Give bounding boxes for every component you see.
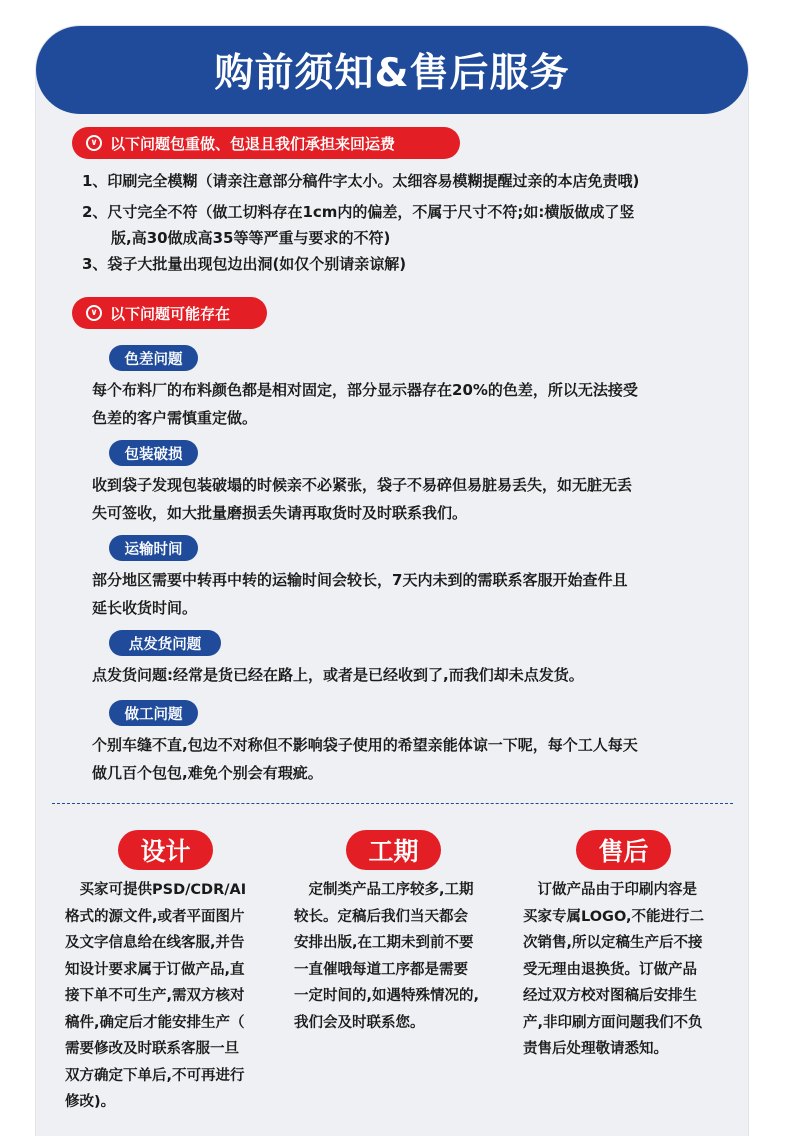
schedule-column (294, 877, 479, 1036)
design-title: 设计 (118, 830, 213, 870)
column-line: 格式的源文件,或者平面图片 (65, 908, 245, 925)
after-sales-title: 售后 (576, 830, 671, 870)
issue-text: 点发货问题:经常是货已经在路上，或者是已经收到了,而我们却未点发货。 (92, 666, 584, 684)
column-line: 买家专属LOGO,不能进行二 (523, 908, 704, 925)
tag-package-damage: 包装破损 (109, 440, 198, 466)
issue-text: 每个布料厂的布料颜色都是相对固定，部分显示器存在20%的色差，所以无法接受 (92, 381, 638, 399)
column-line: 修改)。 (65, 1094, 116, 1110)
column-line: 接下单不可生产,需双方核对 (65, 988, 245, 1004)
tag-shipping-time: 运输时间 (109, 535, 198, 561)
dashed-divider (52, 803, 733, 804)
section-label-text: 以下问题包重做、包退且我们承担来回运费 (110, 134, 396, 153)
column-line: 较长。定稿后我们当天都会 (294, 908, 468, 925)
column-line: 一直催哦每道工序都是需要 (294, 961, 468, 978)
column-line: 我们会及时联系您。 (294, 1014, 425, 1031)
redo-item-2: 2、尺寸完全不符（做工切料存在1cm内的偏差，不属于尺寸不符;如:横版做成了竖 (82, 203, 635, 221)
column-line: 次销售,所以定稿生产后不接 (523, 935, 703, 951)
after-sales-column (523, 877, 704, 1063)
column-line: 及文字信息给在线客服,并告 (65, 935, 245, 951)
issue-text: 延长收货时间。 (92, 599, 198, 617)
column-line: 产,非印刷方面问题我们不负 (523, 1014, 703, 1031)
column-line: 稿件,确定后才能安排生产（ (65, 1014, 245, 1031)
column-line: 责售后处理敬请悉知。 (523, 1041, 668, 1057)
issue-text: 失可签收，如大批量磨损丢失请再取货时及时联系我们。 (92, 504, 468, 522)
section-possible-issues-label (72, 297, 267, 329)
redo-item-2-cont: 版,高30做成高35等等严重与要求的不符) (111, 229, 391, 247)
column-line: 一定时间的,如遇特殊情况的, (294, 988, 480, 1004)
page-title: 购前须知&售后服务 (214, 51, 570, 96)
column-line: 买家可提供PSD/CDR/AI (65, 882, 247, 898)
issue-text: 个别车缝不直,包边不对称但不影响袋子使用的希望亲能体谅一下呢，每个工人每天 (92, 736, 638, 754)
tag-color-difference: 色差问题 (109, 345, 198, 371)
redo-item-1: 1、印刷完全模糊（请亲注意部分稿件字太小。太细容易模糊提醒过亲的本店免责哦) (82, 172, 640, 190)
chevron-down-icon: ∨ (86, 305, 102, 321)
column-line: 双方确定下单后,不可再进行 (65, 1067, 245, 1084)
redo-item-3: 3、袋子大批量出现包边出洞(如仅个别请亲谅解) (82, 255, 407, 273)
column-line: 定制类产品工序较多,工期 (294, 882, 474, 898)
issue-text: 收到袋子发现包装破塌的时候亲不必紧张，袋子不易碎但易脏易丢失，如无脏无丢 (92, 476, 633, 494)
section-label-text: 以下问题可能存在 (110, 304, 231, 323)
tag-workmanship: 做工问题 (109, 700, 198, 726)
issue-text: 做几百个包包,难免个别会有瑕疵。 (92, 764, 323, 782)
column-line: 受无理由退换货。订做产品 (523, 961, 697, 978)
issue-text: 部分地区需要中转再中转的运输时间会较长，7天内未到的需联系客服开始查件且 (92, 571, 628, 589)
chevron-down-icon: ∨ (86, 135, 102, 151)
column-line: 经过双方校对图稿后安排生 (523, 988, 697, 1004)
issue-text: 色差的客户需慎重定做。 (92, 409, 258, 427)
column-line: 订做产品由于印刷内容是 (523, 882, 697, 898)
design-column (65, 877, 246, 1116)
tag-shipment-click: 点发货问题 (109, 630, 221, 656)
column-line: 安排出版,在工期未到前不要 (294, 935, 474, 951)
column-line: 知设计要求属于订做产品,直 (65, 961, 245, 978)
schedule-title: 工期 (346, 830, 441, 870)
page-header (36, 26, 748, 114)
section-free-redo-label (72, 127, 460, 159)
column-line: 需要修改及时联系客服一旦 (65, 1041, 239, 1057)
